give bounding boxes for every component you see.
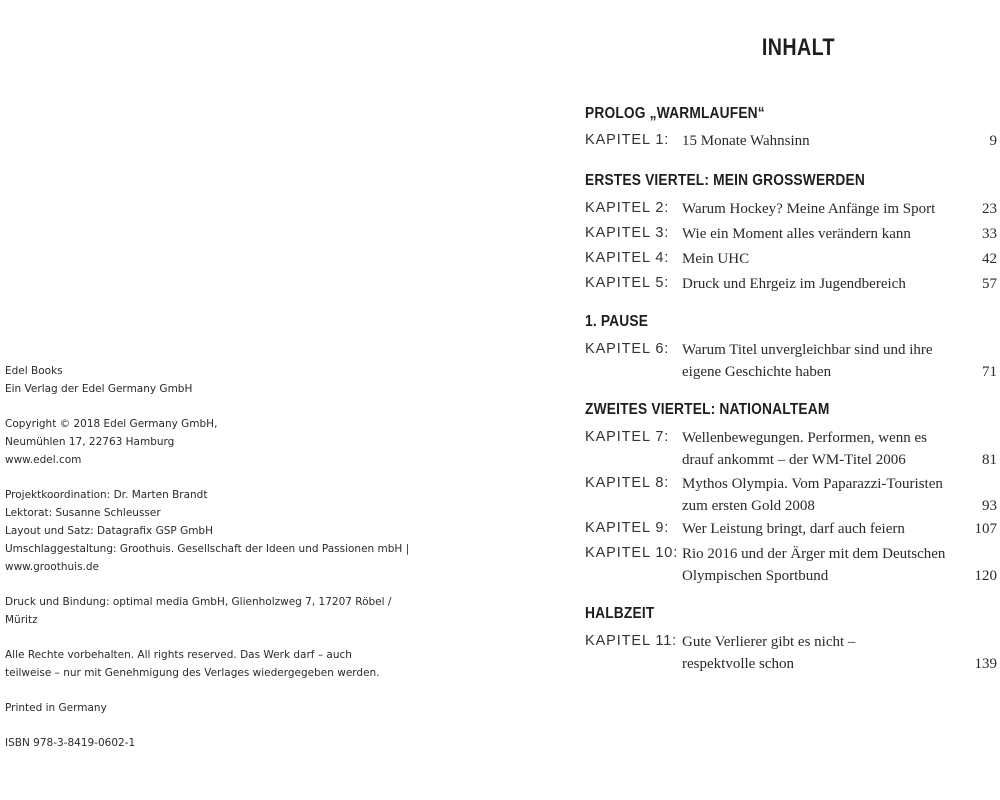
imprint-line: Alle Rechte vorbehalten. All rights reserved. Das Werk darf – auch (5, 649, 352, 661)
chapter-title-line: Wie ein Moment alles verändern kann (682, 226, 911, 242)
imprint-block (5, 362, 425, 769)
chapter-title-line: respektvolle schon (682, 655, 795, 672)
page-number: 57 (982, 276, 997, 292)
imprint-line: Printed in Germany (5, 702, 107, 714)
chapter-title-line: Mythos Olympia. Vom Paparazzi-Touristen (682, 476, 943, 492)
imprint-printed (5, 699, 425, 717)
section-heading: PROLOG „WARMLAUFEN“ (585, 105, 765, 122)
imprint-line: Lektorat: Susanne Schleusser (5, 507, 161, 519)
chapter-title (682, 544, 966, 587)
page-number: 71 (982, 363, 997, 380)
page-number: 9 (989, 133, 997, 149)
chapter-title-line: Warum Hockey? Meine Anfänge im Sport (682, 201, 936, 217)
chapter-label: KAPITEL 5: (585, 275, 670, 291)
chapter-title (682, 474, 966, 517)
imprint-line: www.groothuis.de (5, 561, 100, 573)
imprint-line: Müritz (5, 614, 38, 626)
imprint-line: Projektkoordination: Dr. Marten Brandt (5, 489, 208, 501)
page-title: INHALT (761, 34, 835, 61)
chapter-label: KAPITEL 6: (585, 341, 670, 357)
section-heading: 1. PAUSE (585, 313, 649, 330)
chapter-label: KAPITEL 1: (585, 132, 670, 148)
chapter-title (682, 340, 966, 383)
chapter-label: KAPITEL 10: (585, 545, 679, 561)
chapter-title-line: Wer Leistung bringt, darf auch feiern (682, 521, 905, 537)
page-number: 42 (982, 251, 997, 267)
page-number: 33 (982, 226, 997, 242)
imprint-line: Copyright © 2018 Edel Germany GmbH, (5, 418, 218, 430)
section-heading: ERSTES VIERTEL: MEIN GROSSWERDEN (585, 172, 865, 189)
chapter-title-line: Wellenbewegungen. Performen, wenn es (682, 430, 927, 446)
chapter-title (682, 224, 966, 246)
chapter-label: KAPITEL 9: (585, 520, 670, 536)
chapter-title-line: Olympischen Sportbund (682, 567, 829, 584)
chapter-title-line: eigene Geschichte haben (682, 363, 832, 380)
chapter-title (682, 131, 966, 153)
table-of-contents (585, 0, 997, 800)
page-number: 23 (982, 201, 997, 217)
chapter-title-line: Druck und Ehrgeiz im Jugendbereich (682, 276, 906, 292)
chapter-label: KAPITEL 3: (585, 225, 670, 241)
chapter-label: KAPITEL 2: (585, 200, 670, 216)
page-number: 107 (974, 521, 997, 537)
chapter-title-line: zum ersten Gold 2008 (682, 497, 815, 514)
imprint-line: Neumühlen 17, 22763 Hamburg (5, 436, 175, 448)
isbn: ISBN 978-3-8419-0602-1 (5, 737, 136, 749)
chapter-title-line: Rio 2016 und der Ärger mit dem Deutschen (682, 546, 946, 562)
imprint-publisher (5, 362, 425, 398)
chapter-title (682, 632, 966, 675)
imprint-credits (5, 486, 425, 576)
page-number: 81 (982, 451, 997, 468)
section-heading: ZWEITES VIERTEL: NATIONALTEAM (585, 401, 830, 418)
imprint-line: Druck und Bindung: optimal media GmbH, Glienholzweg 7, 17207 Röbel / (5, 596, 392, 608)
imprint-line: Edel Books (5, 365, 63, 377)
imprint-line: Ein Verlag der Edel Germany GmbH (5, 383, 193, 395)
imprint-line: Layout und Satz: Datagrafix GSP GmbH (5, 525, 213, 537)
chapter-title (682, 428, 966, 471)
chapter-title (682, 274, 966, 296)
imprint-rights (5, 646, 425, 682)
imprint-isbn (5, 734, 425, 752)
chapter-title (682, 249, 966, 271)
chapter-title-line: drauf ankommt – der WM-Titel 2006 (682, 451, 906, 468)
page-number: 139 (974, 655, 997, 672)
chapter-title-line: Warum Titel unvergleichbar sind und ihre (682, 342, 933, 358)
chapter-label: KAPITEL 11: (585, 633, 678, 649)
section-heading: HALBZEIT (585, 605, 655, 622)
chapter-title-line: Mein UHC (682, 251, 750, 267)
page-number: 93 (982, 497, 997, 514)
chapter-title (682, 519, 966, 541)
imprint-line: www.edel.com (5, 454, 82, 466)
chapter-label: KAPITEL 4: (585, 250, 670, 266)
chapter-label: KAPITEL 7: (585, 429, 670, 445)
imprint-printing (5, 593, 425, 629)
imprint-copyright (5, 415, 425, 469)
imprint-line: Umschlaggestaltung: Groothuis. Gesellschaft der Ideen und Passionen mbH | (5, 543, 410, 555)
chapter-title (682, 199, 966, 221)
page-number: 120 (974, 567, 997, 584)
chapter-label: KAPITEL 8: (585, 475, 670, 491)
imprint-line: teilweise – nur mit Genehmigung des Verlages wiedergegeben werden. (5, 667, 380, 679)
chapter-title-line: 15 Monate Wahnsinn (682, 133, 810, 149)
chapter-title-line: Gute Verlierer gibt es nicht – (682, 634, 856, 650)
